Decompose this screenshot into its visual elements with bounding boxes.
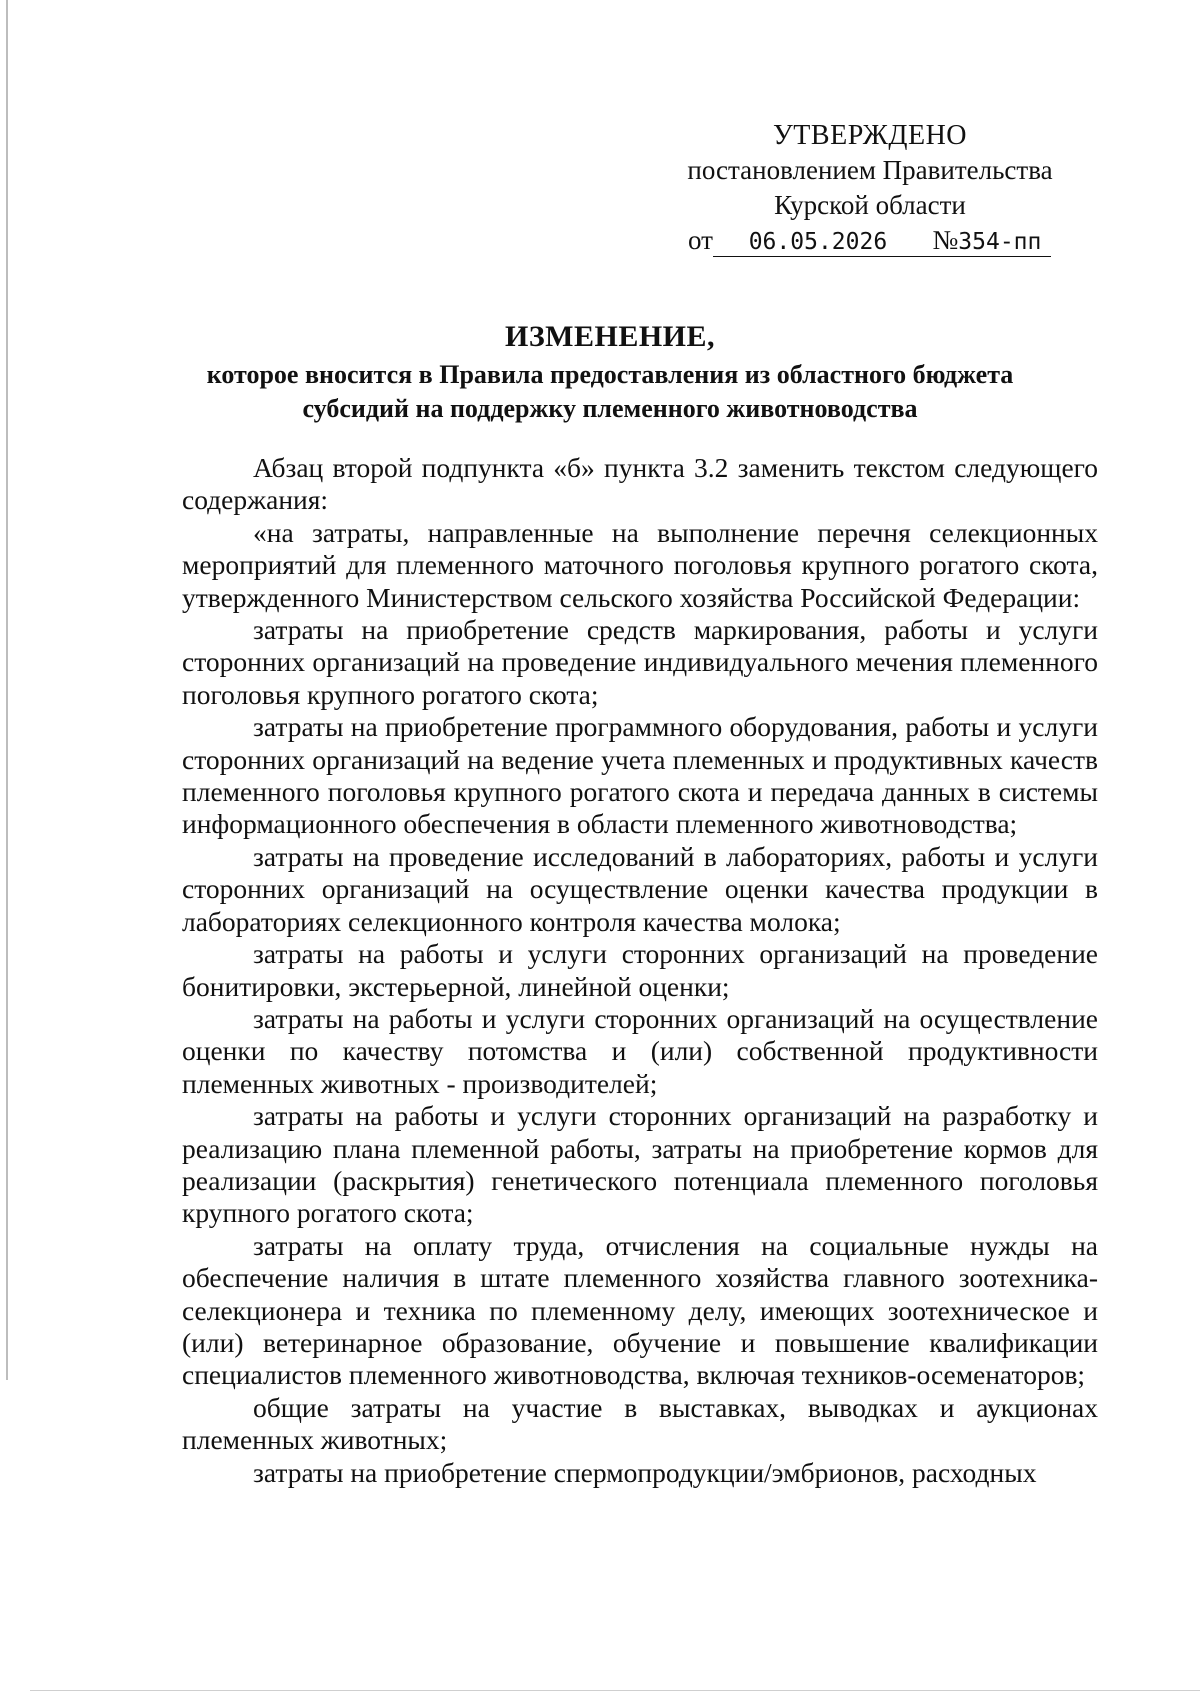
approval-date-line [660,223,1080,258]
title-main: ИЗМЕНЕНИЕ, [504,320,716,353]
paragraph: затраты на приобретение средств маркирования, работы и услуги сторонних организаций на проведение индивидуального мечения племенного поголовья крупного рогатого скота; [182,614,1098,710]
paragraph: общие затраты на участие в выставках, выводках и аукционах племенных животных; [182,1391,1098,1456]
approval-line-2: Курской области [774,190,966,220]
document-body [182,452,1098,1489]
scan-bottom-edge [30,1690,1200,1691]
paragraph: затраты на приобретение программного оборудования, работы и услуги сторонних организаций на ведение учета племенных и продуктивных качеств племенного поголовья крупного рогатого скота и передача данных в системы информационного обеспечения в области племенного животноводства; [182,711,1098,840]
paragraph: затраты на работы и услуги сторонних организаций на осуществление оценки по качеству потомства и (или) собственной продуктивности племенных животных - производителей; [182,1002,1098,1099]
paragraph: затраты на работы и услуги сторонних организаций на проведение бонитировки, экстерьерной, линейной оценки; [182,938,1098,1002]
paragraph: затраты на оплату труда, отчисления на социальные нужды на обеспечение наличия в штате племенного хозяйства главного зоотехника-селекционера и техника по племенному делу, имеющих зоотехническое и (или) ветеринарное образование, обучение и повышение квалификации специалистов племенного животноводства, включая техников-осеменаторов; [182,1229,1098,1391]
approval-number: 354-пп [958,229,1042,255]
paragraph: затраты на работы и услуги сторонних организаций на разработку и реализацию плана племенной работы, затраты на приобретение кормов для реализации (раскрытия) генетического потенциала племенного поголовья крупного рогатого скота; [182,1100,1098,1229]
approval-block [660,118,1080,258]
number-prefix: № [932,225,959,255]
title-line-2: субсидий на поддержку племенного животноводства [302,394,918,423]
paragraph: Абзац второй подпункта «б» пункта 3.2 заменить текстом следующего содержания: [182,452,1098,516]
date-prefix: от [688,225,713,255]
approval-number-field [923,226,1051,257]
paragraph: затраты на приобретение спермопродукции/эмбрионов, расходных [253,1456,1037,1488]
paragraph: «на затраты, направленные на выполнение перечня селекционных мероприятий для племенного маточного поголовья крупного рогатого скота, утвержденного Министерством сельского хозяйства Российской Федерации: [182,516,1098,613]
scan-edge-line [6,0,8,1380]
document-title [150,320,1070,426]
paragraph: затраты на проведение исследований в лабораториях, работы и услуги сторонних организаций на осуществление оценки качества продукции в лабораториях селекционного контроля качества молока; [182,840,1098,937]
approval-line-1: постановлением Правительства [687,155,1053,185]
title-line-1: которое вносится в Правила предоставления из областного бюджета [206,360,1014,389]
approval-date: 06.05.2026 [713,228,923,257]
approval-heading: УТВЕРЖДЕНО [772,120,968,151]
